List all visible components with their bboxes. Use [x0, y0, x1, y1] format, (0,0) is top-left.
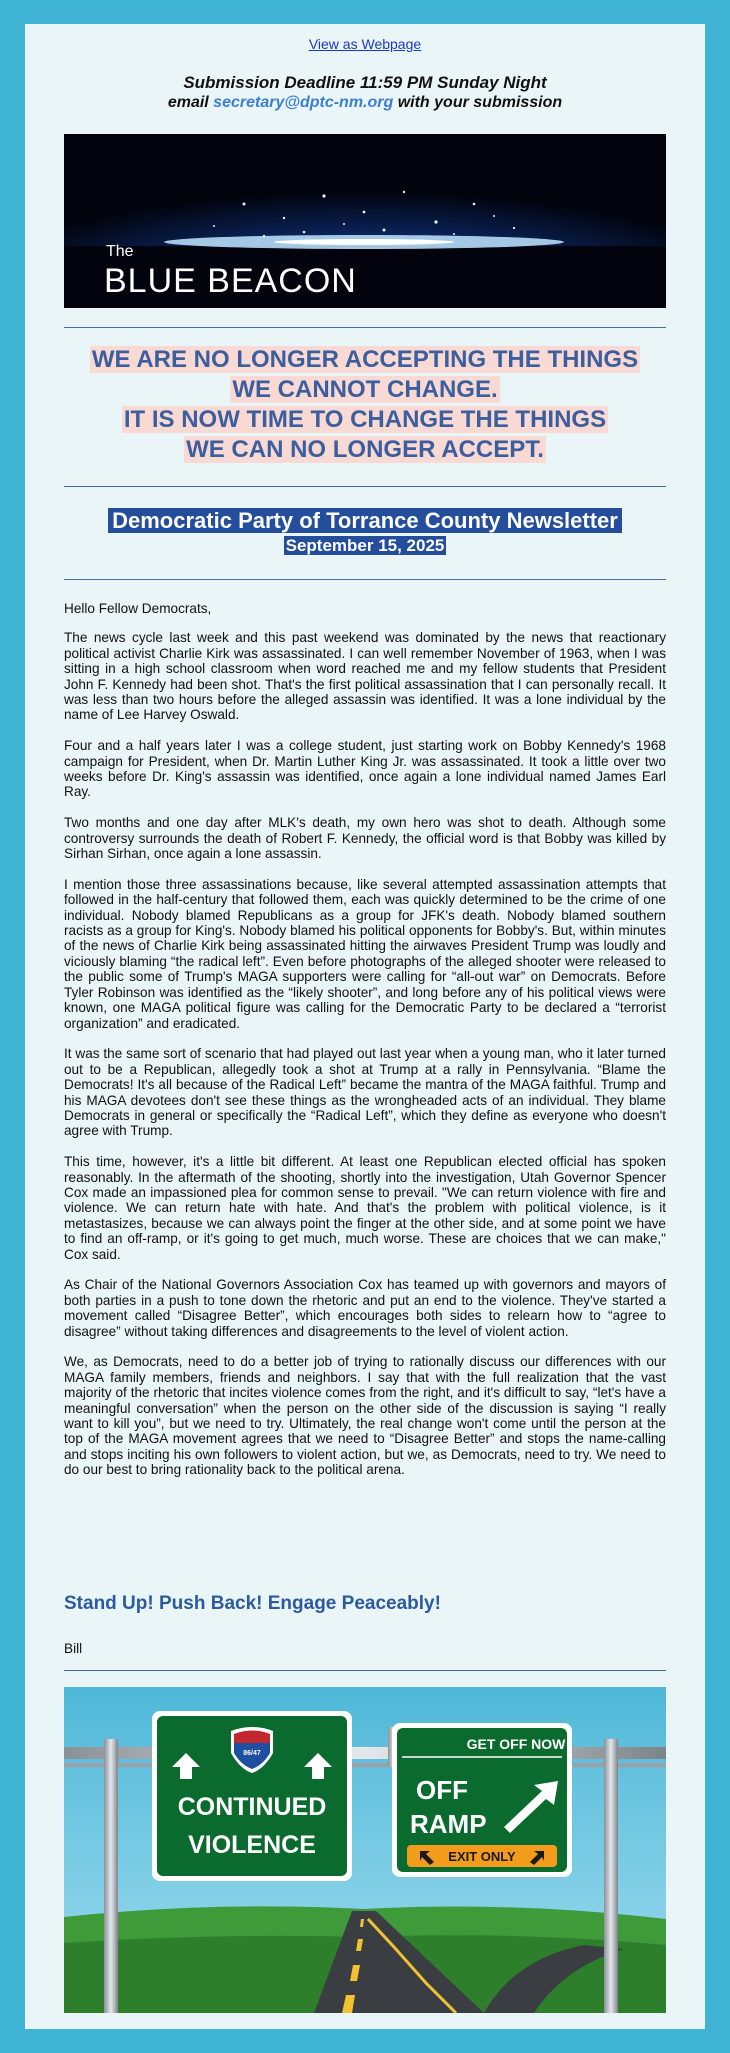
- letter-paragraph: The news cycle last week and this past weekend was dominated by the news that reactionary political activist Charlie Kirk was assassinated. I can well remember November of 1963, when I was sitting in a high school classroom when word reached me and my fellow students that President John F. Kennedy had been shot. That's the first political assassination that I can personally recall. It was less than two hours before the alleged assassin was identified. It was a lone individual by the name of Lee Harvey Oswald.: [64, 630, 666, 723]
- road-illustration-svg: [64, 1687, 666, 2013]
- slogan-line: WE CANNOT CHANGE.: [232, 376, 498, 403]
- letter-paragraph: I mention those three assassinations because, like several attempted assassination attempts that followed in the half-century that followed them, each was quickly determined to be the crime of one individual. Nobody blamed Republicans as a group for JFK's death. Nobody blamed southern racists as a group for King's. Nobody blamed his political opponents for Bobby's. But, within minutes of the news of Charlie Kirk being assassinated hitting the airwaves President Trump was loudly and viciously blaming “the radical left”. Even before photographs of the alleged shooter were released to the public some of Trump's MAGA supporters were calling for “all-out war” on Democrats. Before Tyler Robinson was identified as the “likely shooter”, and long before any of his political views were known, one MAGA political figure was calling for the Democratic Party to be declared a “terrorist organization” and eradicated.: [64, 876, 666, 1031]
- slogan-line: IT IS NOW TIME TO CHANGE THE THINGS: [123, 406, 607, 433]
- letter-paragraph: Two months and one day after MLK's death, my own hero was shot to death. Although some controversy surrounds the death of Robert F. Kennedy, the official word is that Bobby was killed by Sirhan Sirhan, once again a lone assassin.: [64, 815, 666, 862]
- newsletter-card: [25, 24, 705, 2029]
- left-sign-line1: CONTINUED: [177, 1793, 327, 1821]
- banner-title-small: The: [106, 243, 134, 260]
- exit-only-text: EXIT ONLY: [448, 1849, 516, 1864]
- newsletter-title-text: Democratic Party of Torrance County Newsletter: [108, 508, 622, 533]
- greeting: Hello Fellow Democrats,: [64, 601, 212, 616]
- banner-title-large: BLUE BEACON: [104, 262, 357, 300]
- divider: [64, 579, 666, 580]
- slogan-line: WE CAN NO LONGER ACCEPT.: [186, 436, 544, 463]
- left-sign-line2: VIOLENCE: [188, 1831, 316, 1859]
- divider: [64, 327, 666, 328]
- email-instruction: [64, 94, 666, 112]
- right-pole: [604, 1739, 618, 2013]
- road-sign-illustration: [64, 1687, 666, 2013]
- right-sign-line1: OFF: [416, 1775, 468, 1805]
- email-prefix: email: [167, 94, 214, 111]
- off-ramp-sign: [392, 1723, 572, 1877]
- submission-deadline: Submission Deadline 11:59 PM Sunday Night: [183, 73, 547, 92]
- letter-paragraph: This time, however, it's a little bit different. At least one Republican elected official has spoken reasonably. In the aftermath of the shooting, shortly into the investigation, Utah Governor Spencer Cox made an impassioned plea for common sense to prevail. "We can return violence with fire and violence. We can return hate with hate. And that's the problem with political violence, is it metastasizes, because we can always point the finger at the other side, and at some point we have to find an off-ramp, or it's going to get much, much worse. These are choices that we can make," Cox said.: [64, 1154, 666, 1262]
- email-link[interactable]: secretary@dptc-nm.org: [213, 94, 394, 111]
- view-as-webpage-link[interactable]: View as Webpage: [308, 36, 422, 52]
- letter-paragraph: It was the same sort of scenario that had played out last year when a young man, who it later turned out to be a Republican, allegedly took a shot at Trump at a rally in Pennsylvania. “Blame the Democrats! It's all because of the Radical Left” became the mantra of the MAGA faithful. Trump and his MAGA devotees don't see these things as the wrongheaded acts of an individual. They blame Democrats in general or specifically the “Radical Left”, which they define as everyone who doesn't agree with Trump.: [64, 1046, 666, 1139]
- divider: [64, 1670, 666, 1671]
- letter-paragraph: Four and a half years later I was a college student, just starting work on Bobby Kennedy's 1968 campaign for President, when Dr. Martin Luther King Jr. was assassinated. It took a little over two weeks before Dr. King's assassin was identified, once again a lone individual named James Earl Ray.: [64, 738, 666, 800]
- right-sign-header: GET OFF NOW: [466, 1736, 566, 1752]
- signoff: Bill: [64, 1641, 83, 1656]
- newsletter-title: [64, 508, 666, 534]
- email-suffix: with your submission: [393, 94, 563, 111]
- newsletter-date: [64, 536, 666, 556]
- slogan-line: WE ARE NO LONGER ACCEPTING THE THINGS: [91, 346, 639, 373]
- left-pole: [104, 1739, 118, 2013]
- divider: [64, 486, 666, 487]
- shield-text: 86/47: [243, 1750, 261, 1757]
- blue-beacon-banner: [64, 134, 666, 308]
- slogan-block: [64, 345, 666, 465]
- closing-slogan: Stand Up! Push Back! Engage Peaceably!: [64, 1593, 441, 1614]
- right-sign-line2: RAMP: [410, 1809, 487, 1839]
- continued-violence-sign: [152, 1711, 352, 1881]
- newsletter-date-text: September 15, 2025: [285, 536, 445, 555]
- letter-body: [64, 601, 666, 1493]
- letter-paragraph: As Chair of the National Governors Association Cox has teamed up with governors and mayors of both parties in a push to tone down the rhetoric and put an end to the violence. They've started a movement called “Disagree Better”, which encourages both sides to relearn how to “agree to disagree” without taking differences and disagreements to the level of violent action.: [64, 1277, 666, 1339]
- banner-art: [64, 134, 666, 308]
- letter-paragraph: We, as Democrats, need to do a better job of trying to rationally discuss our differences with our MAGA family members, friends and neighbors. I say that with the full realization that the vast majority of the rhetoric that incites violence comes from the right, and it's difficult to say, “let's have a meaningful conversation” when the person on the other side of the discussion is saying “I really want to kill you”, but we need to try. Ultimately, the real change won't come until the person at the top of the MAGA movement agrees that we need to “Disagree Better” and stops the name-calling and stops inciting his own followers to violent action, but we, as Democrats, need to try. We need to do our best to bring rationality back to the political arena.: [64, 1354, 666, 1478]
